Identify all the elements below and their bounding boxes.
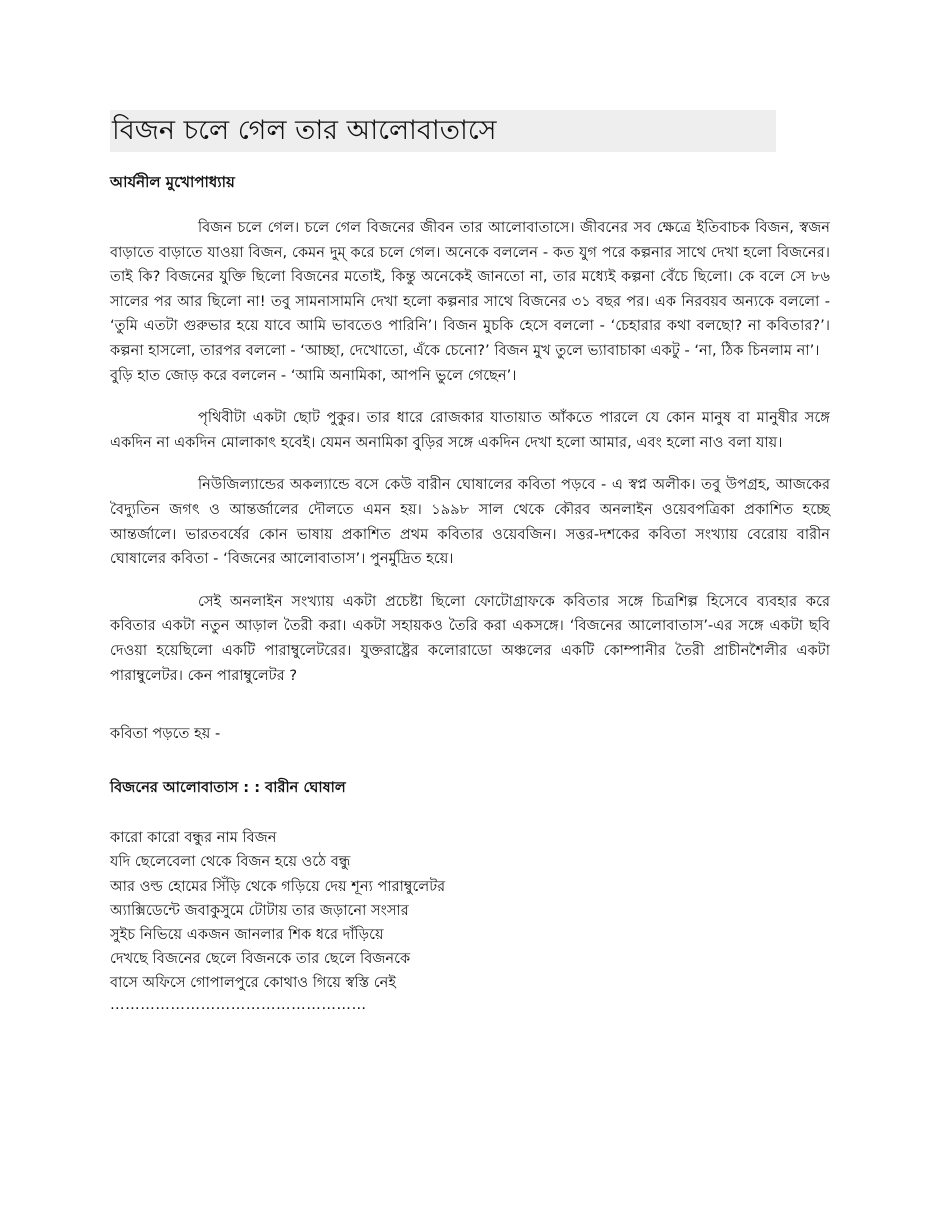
poem-line: অ্যাক্সিডেন্টে জবাকুসুমে টোটায় তার জড়ানো সংসার	[110, 901, 409, 919]
poem-heading: বিজনের আলোবাতাস : : বারীন ঘোষাল	[110, 779, 346, 797]
poem-line: সুইচ নিভিয়ে একজন জানলার শিক ধরে দাঁড়িয়ে	[110, 925, 384, 943]
document-title: বিজন চলে গেল তার আলোবাতাসে	[112, 115, 497, 146]
poem-ellipsis: ……………………………………………	[110, 995, 367, 1013]
author-name: আর্যনীল মুখোপাধ্যায়	[110, 173, 235, 191]
poem-line: আর ওল্ড হোমের সিঁড়ি থেকে গড়িয়ে দেয় শূন্য পারাম্বুলেটর	[110, 877, 446, 895]
paragraph-3: নিউজিল্যান্ডের অকল্যান্ডে বসে কেউ বারীন ঘোষালের কবিতা পড়বে - এ স্বপ্ন অলীক। তবু উপগ্রহ, আজকের বৈদ্যুতিন জগৎ ও আন্তর্জালের দৌলতে এমন হয়। ১৯৯৮ সাল থেকে কৌরব অনলাইন ওয়েবপত্রিকা প্রকাশিত হচ্ছে আন্তর্জালে। ভারতবর্ষের কোন ভাষায় প্রকাশিত প্রথম কবিতার ওয়েবজিন। সত্তর-দশকের কবিতা সংখ্যায় বেরোয় বারীন ঘোষালের কবিতা - ‘বিজনের আলোবাতাস’। পুনর্মুদ্রিত হয়ে।	[110, 476, 830, 568]
poem-line: কারো কারো বন্ধুর নাম বিজন	[110, 829, 277, 847]
poem-intro-line: কবিতা পড়তে হয় -	[110, 725, 221, 743]
poem-line: বাসে অফিসে গোপালপুরে কোথাও গিয়ে স্বস্তি নেই	[110, 974, 396, 992]
paragraph-1: বিজন চলে গেল। চলে গেল বিজনের জীবন তার আলোবাতাসে। জীবনের সব ক্ষেত্রে ইতিবাচক বিজন, স্বজন বাড়াতে বাড়াতে যাওয়া বিজন, কেমন দুম্ করে চলে গেল। অনেকে বললেন - কত যুগ পরে কল্পনার সাথে দেখা হলো বিজনের। তাই কি? বিজনের যুক্তি ছিলো বিজনের মতোই, কিন্তু অনেকেই জানতো না, তার মধ্যেই কল্পনা বেঁচে ছিলো। কে বলে সে ৮৬ সালের পর আর ছিলো না! তবু সামনাসামনি দেখা হলো কল্পনার সাথে বিজনের ৩১ বছর পর। এক নিরবয়ব অন্যকে বললো - ‘তুমি এতটা গুরুভার হয়ে যাবে আমি ভাবতেও পারিনি’। বিজন মুচকি হেসে বললো - ‘চেহারার কথা বলছো? না কবিতার?’। কল্পনা হাসলো, তারপর বললো - ‘আচ্ছা, দেখোতো, এঁকে চেনো?’ বিজন মুখ তুলে ভ্যাবাচাকা একটু - ‘না, ঠিক চিনলাম না’।	[110, 219, 830, 359]
poem-line: দেখছে বিজনের ছেলে বিজনকে তার ছেলে বিজনকে	[110, 950, 411, 968]
title-band	[110, 110, 776, 152]
document-page	[110, 110, 830, 1014]
poem	[110, 826, 830, 1013]
paragraph-4: সেই অনলাইন সংখ্যায় একটা প্রচেষ্টা ছিলো ফোটোগ্রাফকে কবিতার সঙ্গে চিত্রশিল্প হিসেবে ব্যবহার করে কবিতার একটা নতুন আড়াল তৈরী করা। একটা সহায়কও তৈরি করা একসঙ্গে। ‘বিজনের আলোবাতাস’-এর সঙ্গে একটা ছবি দেওয়া হয়েছিলো একটি পারাম্বুলেটরের। যুক্তরাষ্ট্রের কলোরাডো অঞ্চলের একটি কোম্পানীর তৈরী প্রাচীনশৈলীর একটা পারাম্বুলেটর। কেন পারাম্বুলেটর ?	[110, 592, 830, 684]
poem-line: যদি ছেলেবেলা থেকে বিজন হয়ে ওঠে বন্ধু	[110, 853, 351, 871]
paragraph-1-tail: বুড়ি হাত জোড় করে বললেন - ‘আমি অনামিকা, আপনি ভুলে গেছেন’।	[110, 366, 517, 384]
paragraph-2: পৃথিবীটা একটা ছোট পুকুর। তার ধারে রোজকার যাতায়াত আঁকতে পারলে যে কোন মানুষ বা মানুষীর সঙ্গে একদিন না একদিন মোলাকাৎ হবেই। যেমন অনামিকা বুড়ির সঙ্গে একদিন দেখা হলো আমার, এবং হলো নাও বলা যায়।	[110, 409, 830, 451]
